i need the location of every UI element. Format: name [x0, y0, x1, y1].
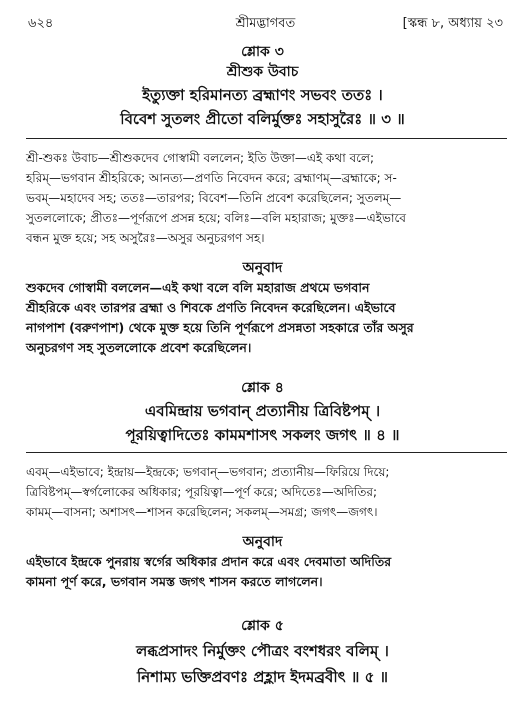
synonym-line: ত্রিবিষ্টপম্—স্বর্গলোকের অধিকার; পূরয়িত্বা—পূর্ণ করে; অদিতেঃ—অদিতির; [26, 485, 378, 499]
translation-line: শ্রীহরিকে এবং তারপর ব্রহ্মা ও শিবকে প্রণতি নিবেদন করেছিলেন। এইভাবে [26, 300, 396, 315]
verse-4-line-1: এবমিন্দ্রায় ভগবান্ প্রত্যানীয় ত্রিবিষ্টপম্ । [144, 402, 381, 420]
verse-4-line-2: পূরয়িত্বাদিতেঃ কামমশাসৎ সকলং জগৎ ॥ ৪ ॥ [125, 426, 400, 444]
translation-heading: অনুবাদ [242, 260, 283, 276]
translation-line: কামনা পূর্ণ করে, ভগবান সমস্ত জগৎ শাসন করতে লাগলেন। [26, 574, 323, 589]
translation-line: অনুচরগণ সহ সুতললোকে প্রবেশ করেছিলেন। [26, 340, 252, 355]
synonym-line: এবম্—এইভাবে; ইন্দ্রায়—ইন্দ্রকে; ভগবান্—ভগবান; প্রত্যানীয়—ফিরিয়ে দিয়ে; [26, 465, 390, 479]
verse-3-translation [26, 278, 507, 358]
verse-4-translation [26, 552, 507, 592]
page-number: ৬২৪ [28, 16, 54, 31]
page-header [28, 14, 503, 36]
divider [26, 452, 507, 453]
synonym-line: ভবম্—মহাদেব সহ; ততঃ—তারপর; বিবেশ—তিনি প্রবেশ করেছিলেন; সুতলম্— [26, 191, 402, 205]
verse-5-line-1: লব্ধপ্রসাদং নির্মুক্তং পৌত্রং বংশধরং বলিম্ । [136, 642, 389, 660]
book-title: শ্রীমদ্ভাগবত [235, 16, 296, 31]
verse-3-line-2: বিবেশ সুতলং প্রীতো বলির্মুক্তঃ সহাসুরৈঃ ॥ ৩ ॥ [120, 110, 405, 128]
synonym-line: সুতললোকে; প্রীতঃ—পূর্ণরূপে প্রসন্ন হয়ে; বলিঃ—বলি মহারাজ; মুক্তঃ—এইভাবে [26, 211, 406, 225]
verse-5-line-2: নিশাম্য ভক্তিপ্রবণঃ প্রহ্লাদ ইদমব্রবীৎ ॥ ৫ ॥ [136, 668, 389, 686]
synonym-line: বন্ধন মুক্ত হয়ে; সহ অসুরৈঃ—অসুর অনুচরগণ সহ। [26, 231, 265, 245]
translation-line: এইভাবে ইন্দ্রকে পুনরায় স্বর্গের অধিকার প্রদান করে এবং দেবমাতা অদিতির [26, 554, 392, 569]
synonym-line: শ্রী-শুকঃ উবাচ—শ্রীশুকদেব গোস্বামী বললেন; ইতি উক্তা—এই কথা বলে; [26, 151, 374, 165]
divider [26, 138, 507, 139]
verse-5-heading: শ্লোক ৫ [241, 618, 284, 634]
speaker-heading: শ্রীশুক উবাচ [226, 64, 299, 80]
section-reference: [স্কন্ধ ৮, অধ্যায় ২৩ [402, 16, 503, 31]
verse-3-line-1: ইত্যুক্তা হরিমানত্য ব্রহ্মাণং সভবং ততঃ । [142, 86, 383, 104]
translation-heading: অনুবাদ [242, 534, 283, 550]
translation-line: শুকদেব গোস্বামী বললেন—এই কথা বলে বলি মহারাজ প্রথমে ভগবান [26, 280, 370, 295]
verse-4-synonyms [26, 462, 507, 522]
translation-line: নাগপাশ (বরুণপাশ) থেকে মুক্ত হয়ে তিনি পূর্ণরূপে প্রসন্নতা সহকারে তাঁর অসুর [26, 320, 414, 335]
verse-3-heading: শ্লোক ৩ [241, 44, 284, 60]
verse-4-heading: শ্লোক ৪ [241, 380, 284, 396]
synonym-line: হরিম্—ভগবান শ্রীহরিকে; আনত্য—প্রণতি নিবেদন করে; ব্রহ্মাণম্—ব্রহ্মাকে; স- [26, 171, 397, 185]
verse-3-synonyms [26, 148, 507, 248]
synonym-line: কামম্—বাসনা; অশাসৎ—শাসন করেছিলেন; সকলম্—সমগ্র; জগৎ—জগৎ। [26, 505, 378, 519]
